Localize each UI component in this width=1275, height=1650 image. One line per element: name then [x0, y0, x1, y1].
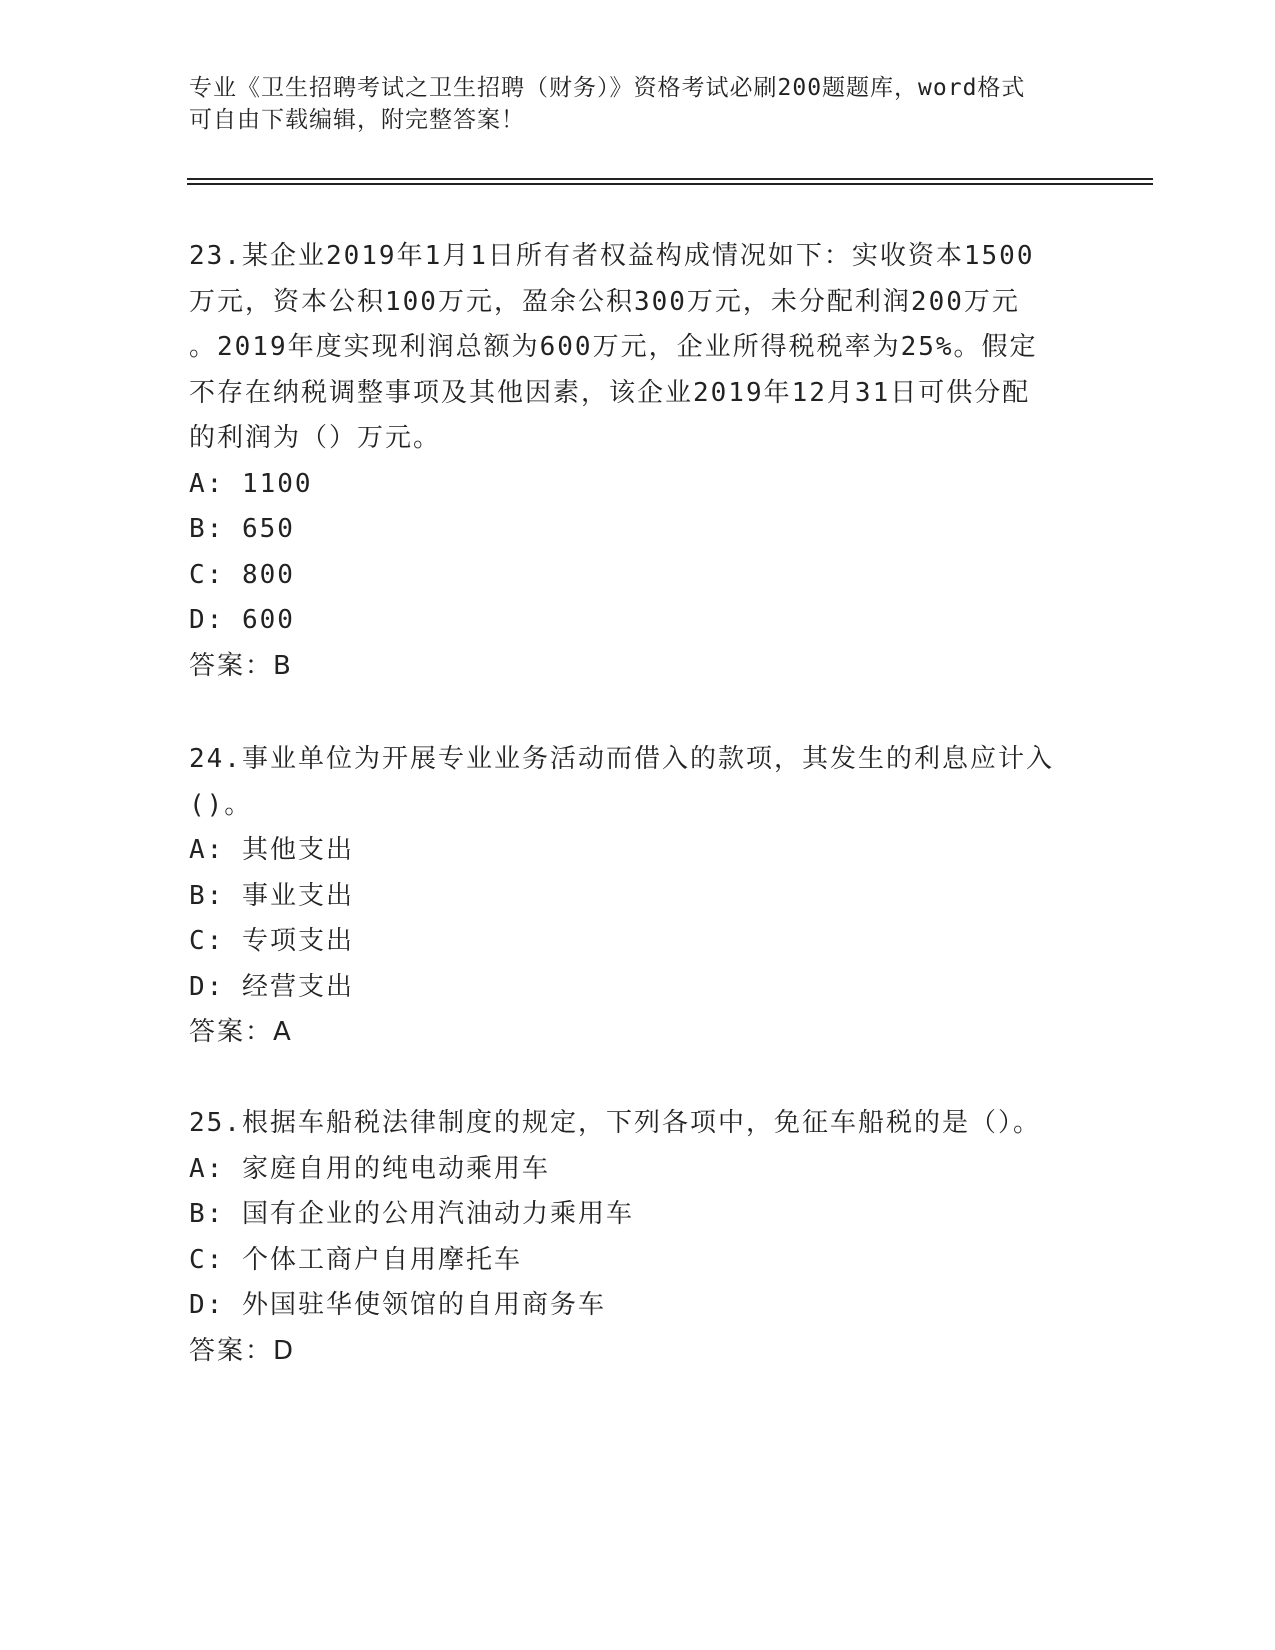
option-c: C: 个体工商户自用摩托车	[189, 1244, 522, 1275]
option-d: D: 600	[189, 605, 295, 635]
question-stem-line: 24.事业单位为开展专业业务活动而借入的款项，其发生的利息应计入	[189, 744, 1054, 774]
question-stem-line: 万元，资本公积100万元，盈余公积300万元，未分配利润200万元	[189, 286, 1020, 317]
question-stem-line: 23.某企业2019年1月1日所有者权益构成情况如下：实收资本1500	[189, 241, 1035, 271]
question-stem-line: 。2019年度实现利润总额为600万元，企业所得税税率为25%。假定	[189, 332, 1038, 362]
option-a: A: 1100	[189, 468, 313, 499]
question-23	[189, 234, 1038, 689]
option-c: C: 800	[189, 559, 295, 590]
header-line: 专业《卫生招聘考试之卫生招聘（财务）》资格考试必刷200题题库，word格式	[189, 75, 1026, 101]
header-divider	[187, 183, 1153, 185]
option-a: A: 家庭自用的纯电动乘用车	[189, 1153, 550, 1184]
answer: 答案：A	[189, 1017, 293, 1047]
option-d: D: 外国驻华使领馆的自用商务车	[189, 1290, 606, 1320]
question-stem-line: 的利润为（）万元。	[189, 423, 442, 453]
header-divider	[187, 178, 1153, 180]
question-stem-line: ()。	[189, 789, 253, 820]
question-stem-line: 不存在纳税调整事项及其他因素，该企业2019年12月31日可供分配	[189, 377, 1031, 408]
option-b: B: 事业支出	[189, 880, 354, 911]
option-b: B: 国有企业的公用汽油动力乘用车	[189, 1199, 634, 1229]
answer: 答案：D	[189, 1335, 296, 1366]
question-stem-line: 25.根据车船税法律制度的规定，下列各项中，免征车船税的是（）。	[189, 1108, 1041, 1138]
document-header	[189, 72, 1089, 136]
option-d: D: 经营支出	[189, 971, 354, 1002]
option-a: A: 其他支出	[189, 835, 354, 865]
question-25	[189, 1101, 1041, 1374]
option-c: C: 专项支出	[189, 926, 354, 956]
answer: 答案：B	[189, 650, 293, 681]
question-24	[189, 737, 1054, 1056]
option-b: B: 650	[189, 514, 295, 544]
header-line: 可自由下载编辑，附完整答案！	[189, 107, 525, 133]
